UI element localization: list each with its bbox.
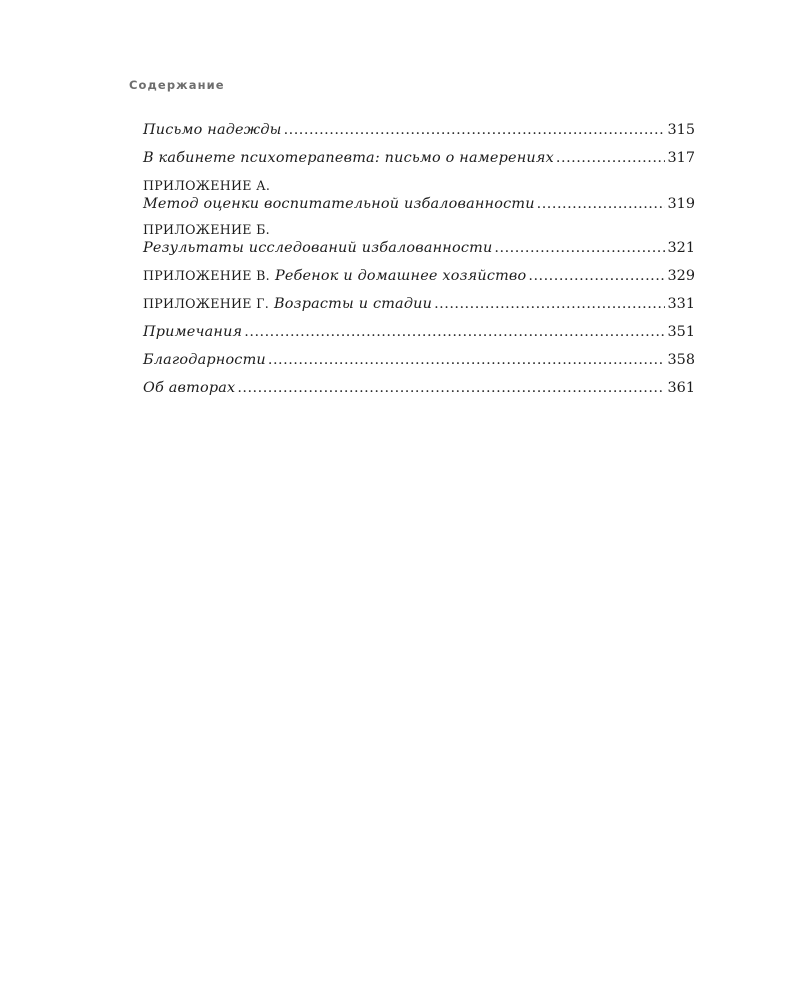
dot-leader xyxy=(284,120,665,140)
toc-entry[interactable] xyxy=(143,178,695,214)
toc-entry-prefix: ПРИЛОЖЕНИЕ А. xyxy=(143,178,271,193)
toc-entry[interactable] xyxy=(143,266,695,286)
dot-leader xyxy=(556,148,665,168)
toc-entry[interactable] xyxy=(143,350,695,370)
table-of-contents xyxy=(143,120,695,398)
toc-entry-page: 361 xyxy=(667,380,695,396)
toc-entry[interactable] xyxy=(143,294,695,314)
toc-entry-title: Об авторах xyxy=(143,380,236,396)
dot-leader xyxy=(244,322,664,342)
toc-entry-page: 317 xyxy=(667,150,695,166)
toc-entry-page: 321 xyxy=(667,240,695,256)
toc-entry-title: Результаты исследований избалованности xyxy=(143,240,493,256)
toc-entry-title: Благодарности xyxy=(143,352,266,368)
toc-entry-page: 319 xyxy=(667,196,695,212)
dot-leader xyxy=(494,238,664,258)
dot-leader xyxy=(537,194,665,214)
toc-entry-page: 329 xyxy=(667,268,695,284)
toc-entry-page: 315 xyxy=(667,122,695,138)
toc-entry[interactable] xyxy=(143,322,695,342)
toc-entry-page: 331 xyxy=(667,296,695,312)
dot-leader xyxy=(434,294,664,314)
dot-leader xyxy=(237,378,664,398)
toc-entry-prefix: ПРИЛОЖЕНИЕ Г. xyxy=(143,296,270,311)
toc-entry-title: Возрасты и стадии xyxy=(274,296,433,312)
toc-entry[interactable] xyxy=(143,378,695,398)
toc-entry-prefix: ПРИЛОЖЕНИЕ В. xyxy=(143,268,270,283)
toc-entry-prefix: ПРИЛОЖЕНИЕ Б. xyxy=(143,222,270,237)
toc-entry-title: Метод оценки воспитательной избалованности xyxy=(143,196,535,212)
toc-entry-title: Примечания xyxy=(143,324,243,340)
toc-entry-title: Ребенок и домашнее хозяйство xyxy=(274,268,527,284)
running-head: Содержание xyxy=(129,78,225,92)
dot-leader xyxy=(528,266,664,286)
dot-leader xyxy=(268,350,665,370)
toc-entry-title: Письмо надежды xyxy=(143,122,282,138)
toc-entry-title: В кабинете психотерапевта: письмо о намерениях xyxy=(143,150,554,166)
toc-entry[interactable] xyxy=(143,222,695,258)
toc-entry[interactable] xyxy=(143,120,695,140)
toc-entry[interactable] xyxy=(143,148,695,168)
toc-entry-page: 351 xyxy=(667,324,695,340)
toc-entry-page: 358 xyxy=(667,352,695,368)
